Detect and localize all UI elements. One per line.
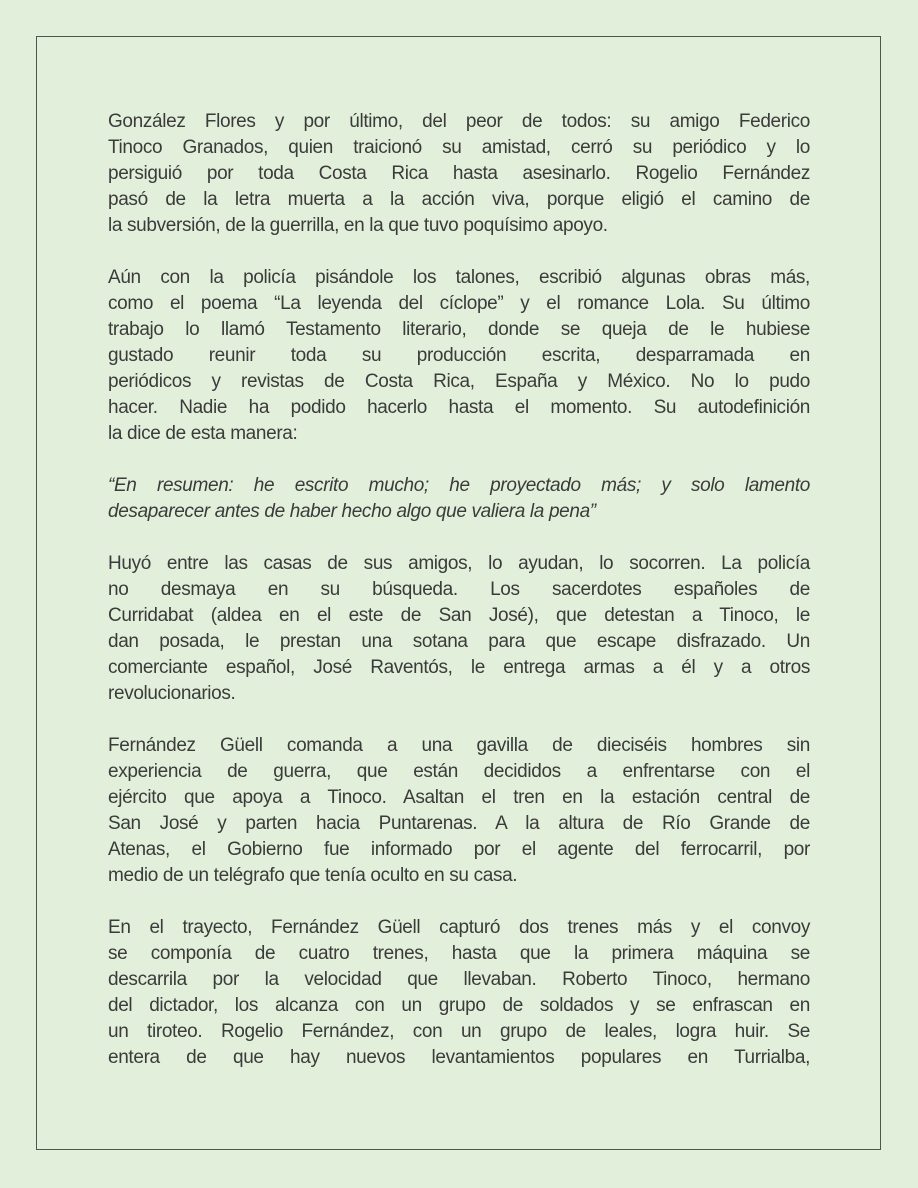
paragraph xyxy=(108,109,810,239)
text-line: ejército que apoya a Tinoco. Asaltan el tren en la estación central de xyxy=(108,787,810,808)
text-line: Atenas, el Gobierno fue informado por el agente del ferrocarril, por xyxy=(108,839,810,860)
text-line: “En resumen: he escrito mucho; he proyectado más; y solo lamento xyxy=(108,475,810,496)
text-line: desaparecer antes de haber hecho algo que valiera la pena” xyxy=(108,501,596,522)
text-line: persiguió por toda Costa Rica hasta asesinarlo. Rogelio Fernández xyxy=(108,163,810,184)
text-line: experiencia de guerra, que están decididos a enfrentarse con el xyxy=(108,761,810,782)
text-line: entera de que hay nuevos levantamientos populares en Turrialba, xyxy=(108,1047,810,1068)
text-line: González Flores y por último, del peor de todos: su amigo Federico xyxy=(108,111,810,132)
text-line: pasó de la letra muerta a la acción viva, porque eligió el camino de xyxy=(108,189,810,210)
document-body xyxy=(108,109,810,1097)
text-line: hacer. Nadie ha podido hacerlo hasta el momento. Su autodefinición xyxy=(108,397,810,418)
text-line: un tiroteo. Rogelio Fernández, con un grupo de leales, logra huir. Se xyxy=(108,1021,810,1042)
text-line: la subversión, de la guerrilla, en la que tuvo poquísimo apoyo. xyxy=(108,215,608,236)
text-line: En el trayecto, Fernández Güell capturó dos trenes más y el convoy xyxy=(108,917,810,938)
text-line: descarrila por la velocidad que llevaban. Roberto Tinoco, hermano xyxy=(108,969,810,990)
paragraph xyxy=(108,915,810,1071)
text-line: se componía de cuatro trenes, hasta que la primera máquina se xyxy=(108,943,810,964)
quote-paragraph xyxy=(108,473,810,525)
text-line: revolucionarios. xyxy=(108,683,236,704)
paragraph xyxy=(108,551,810,707)
text-line: Fernández Güell comanda a una gavilla de dieciséis hombres sin xyxy=(108,735,810,756)
text-line: periódicos y revistas de Costa Rica, España y México. No lo pudo xyxy=(108,371,810,392)
paragraph xyxy=(108,265,810,447)
text-line: como el poema “La leyenda del cíclope” y el romance Lola. Su último xyxy=(108,293,810,314)
text-line: del dictador, los alcanza con un grupo de soldados y se enfrascan en xyxy=(108,995,810,1016)
text-line: dan posada, le prestan una sotana para que escape disfrazado. Un xyxy=(108,631,810,652)
text-line: comerciante español, José Raventós, le entrega armas a él y a otros xyxy=(108,657,810,678)
text-line: Huyó entre las casas de sus amigos, lo ayudan, lo socorren. La policía xyxy=(108,553,810,574)
text-line: Curridabat (aldea en el este de San José), que detestan a Tinoco, le xyxy=(108,605,810,626)
paragraph xyxy=(108,733,810,889)
text-line: trabajo lo llamó Testamento literario, donde se queja de le hubiese xyxy=(108,319,810,340)
text-line: no desmaya en su búsqueda. Los sacerdotes españoles de xyxy=(108,579,810,600)
text-line: Tinoco Granados, quien traicionó su amistad, cerró su periódico y lo xyxy=(108,137,810,158)
text-line: medio de un telégrafo que tenía oculto en su casa. xyxy=(108,865,518,886)
text-line: la dice de esta manera: xyxy=(108,423,298,444)
text-line: gustado reunir toda su producción escrita, desparramada en xyxy=(108,345,810,366)
text-line: Aún con la policía pisándole los talones, escribió algunas obras más, xyxy=(108,267,810,288)
text-line: San José y parten hacia Puntarenas. A la altura de Río Grande de xyxy=(108,813,810,834)
